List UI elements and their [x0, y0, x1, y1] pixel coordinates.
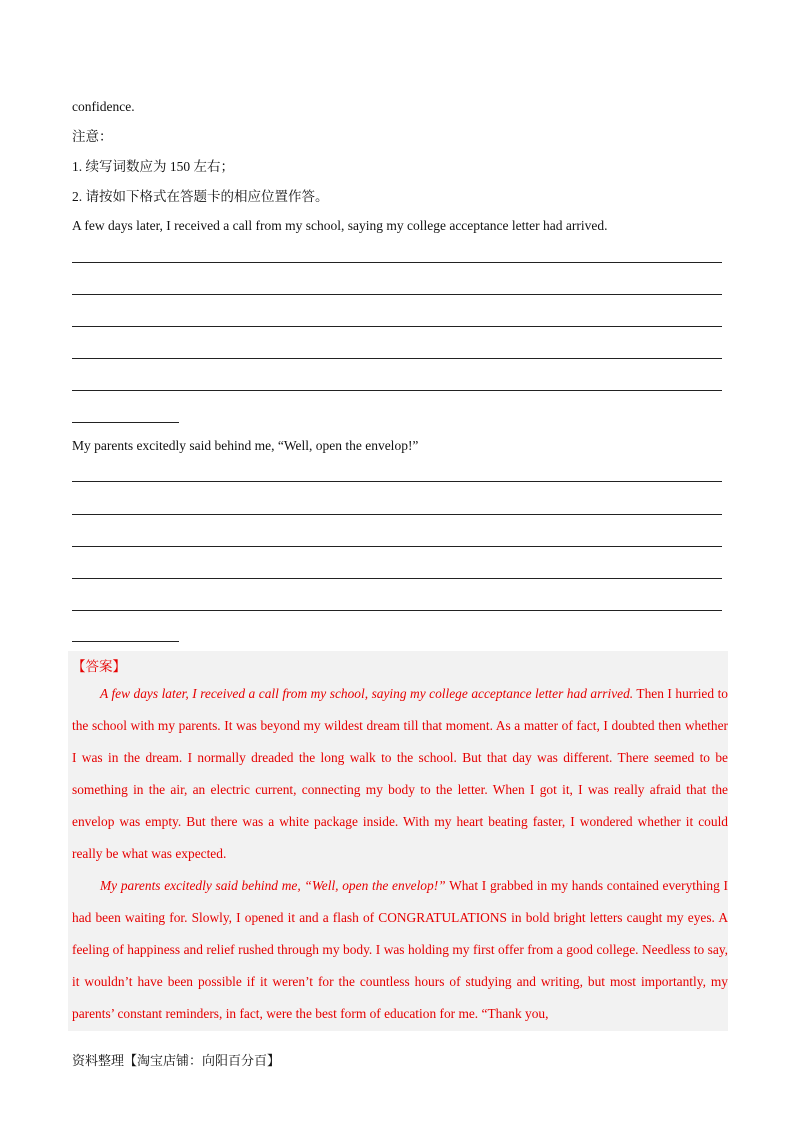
answer-line-short[interactable]: [72, 641, 179, 642]
answer-line[interactable]: [72, 262, 722, 263]
note-item-1: 1. 续写词数应为 150 左右；: [72, 159, 234, 174]
answer-paragraph-1-lead: A few days later, I received a call from my school, saying my college acceptance letter had arrived.: [100, 686, 634, 701]
prompt-sentence-2: My parents excitedly said behind me, “Well, open the envelop!”: [72, 438, 419, 453]
answer-paragraph-2-body: What I grabbed in my hands contained everything I had been waiting for. Slowly, I opened it and a flash of CONGRATULATIONS in bold bright letters caught my eyes. A feeling of happiness and relief rushed through my body. I was holding my first offer from a good college. Needless to say, it wouldn’t have been possible if it weren’t for the countless hours of studying and writing, but most importantly, my parents’ constant reminders, in fact, were the best form of education for me. “Thank you,: [72, 878, 728, 1021]
answer-paragraph-1: [72, 678, 728, 870]
answer-line-short[interactable]: [72, 422, 179, 423]
answer-line[interactable]: [72, 358, 722, 359]
continuation-text: confidence.: [72, 99, 135, 114]
answer-line[interactable]: [72, 294, 722, 295]
page-footer: 资料整理【淘宝店铺：向阳百分百】: [72, 1053, 281, 1068]
answer-line[interactable]: [72, 578, 722, 579]
answer-line[interactable]: [72, 481, 722, 482]
answer-line[interactable]: [72, 390, 722, 391]
answer-text: [72, 678, 728, 1030]
answer-paragraph-2: [72, 870, 728, 1030]
answer-paragraph-2-lead: My parents excitedly said behind me, “Well, open the envelop!”: [100, 878, 446, 893]
prompt-sentence-1: A few days later, I received a call from my school, saying my college acceptance letter had arrived.: [72, 218, 608, 233]
answer-line[interactable]: [72, 546, 722, 547]
note-label: 注意：: [72, 129, 113, 144]
answer-header: 【答案】: [72, 659, 126, 674]
answer-paragraph-1-body: Then I hurried to the school with my parents. It was beyond my wildest dream till that moment. As a matter of fact, I doubted then whether I was in the dream. I normally dreaded the long walk to the school. But that day was different. There seemed to be something in the air, an electric current, connecting my body to the letter. When I got it, I was really afraid that the envelop was empty. But there was a white package inside. With my heart beating faster, I wondered whether it could really be what was expected.: [72, 686, 728, 861]
answer-line[interactable]: [72, 326, 722, 327]
answer-line[interactable]: [72, 514, 722, 515]
note-item-2: 2. 请按如下格式在答题卡的相应位置作答。: [72, 189, 329, 204]
answer-line[interactable]: [72, 610, 722, 611]
